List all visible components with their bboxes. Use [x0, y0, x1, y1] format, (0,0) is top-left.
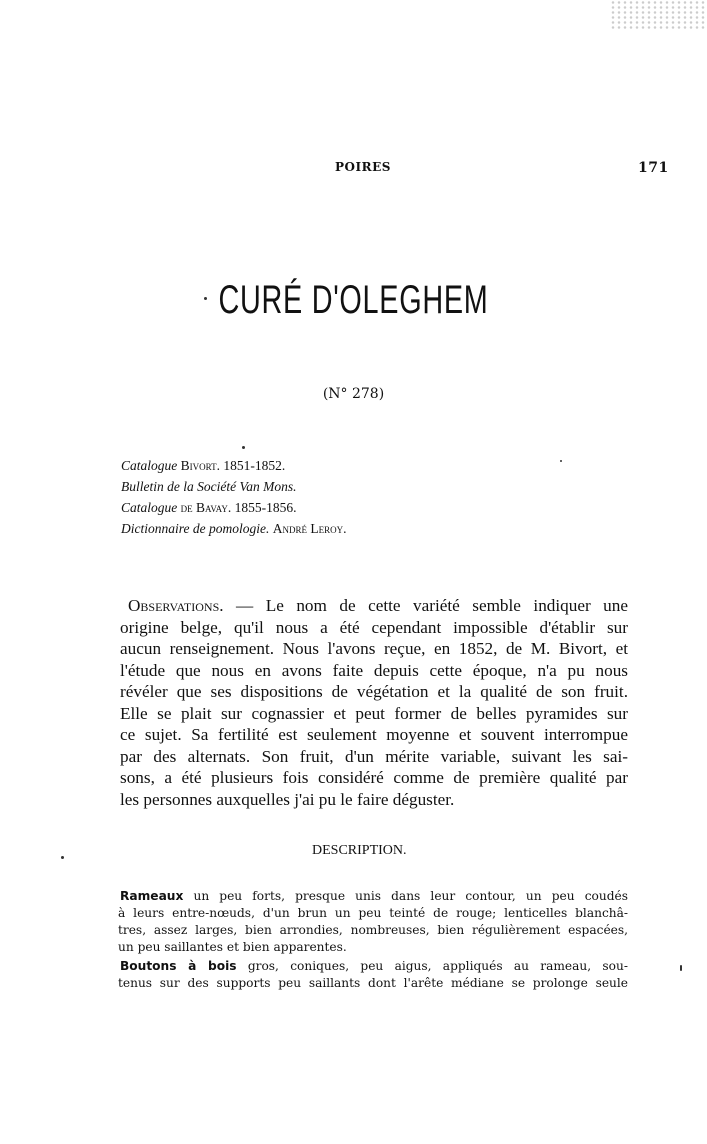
ink-speck [242, 446, 245, 449]
observations-line: l'étude que nous en avons faite depuis cette époque, n'a pu nous [120, 660, 628, 680]
scan-noise [610, 0, 707, 30]
description-line: Boutons à bois gros, coniques, peu aigus, appliqués au rameau, sou- [120, 959, 628, 973]
observations-line: ce sujet. Sa fertilité est seulement moyenne et souvent interrompue [120, 725, 628, 744]
observations-line: aucun renseignement. Nous l'avons reçue, en 1852, de M. Bivort, et [120, 639, 628, 658]
description-line: tres, assez larges, bien arrondies, nombreuses, bien régulièrement espacées, [118, 923, 628, 937]
observations-line: Observations. — Le nom de cette variété semble indiquer une [128, 596, 628, 615]
ink-speck [560, 460, 562, 462]
observations-line: les personnes auxquelles j'ai pu le faire déguster. [120, 789, 455, 809]
reference-2: Bulletin de la Société Van Mons. [121, 479, 297, 494]
variety-number: (N° 278) [322, 386, 385, 402]
description-line: Rameaux un peu forts, presque unis dans leur contour, un peu coudés [120, 889, 628, 903]
ink-speck [61, 856, 64, 859]
observations-line: sons, a été plusieurs fois considéré comme de première qualité par [120, 768, 628, 787]
reference-4: Dictionnaire de pomologie. André Leroy. [121, 521, 347, 536]
description-line: à leurs entre-nœuds, d'un brun un peu teinté de rouge; lenticelles blanchâ- [118, 906, 628, 920]
page-title: CURÉ D'OLEGHEM [218, 278, 489, 322]
ink-speck [204, 297, 207, 300]
section-heading: DESCRIPTION. [312, 843, 407, 858]
observations-line: par des alternats. Son fruit, d'un mérite variable, suivant les sai- [120, 746, 628, 766]
page-number: 171 [638, 160, 669, 176]
observations-line: Elle se plait sur cognassier et peut former de belles pyramides sur [120, 703, 628, 723]
reference-1: Catalogue Bivort. 1851-1852. [121, 458, 286, 473]
observations-line: origine belge, qu'il nous a été cependant impossible d'établir sur [120, 617, 628, 637]
description-line: un peu saillantes et bien apparentes. [118, 940, 347, 954]
observations-line: révéler que ses dispositions de végétation et la qualité de son fruit. [120, 682, 628, 701]
running-header: POIRES [335, 160, 391, 174]
reference-3: Catalogue de Bavay. 1855-1856. [121, 500, 297, 515]
description-line: tenus sur des supports peu saillants dont l'arête médiane se prolonge seule [118, 976, 628, 990]
ink-speck [680, 965, 682, 971]
